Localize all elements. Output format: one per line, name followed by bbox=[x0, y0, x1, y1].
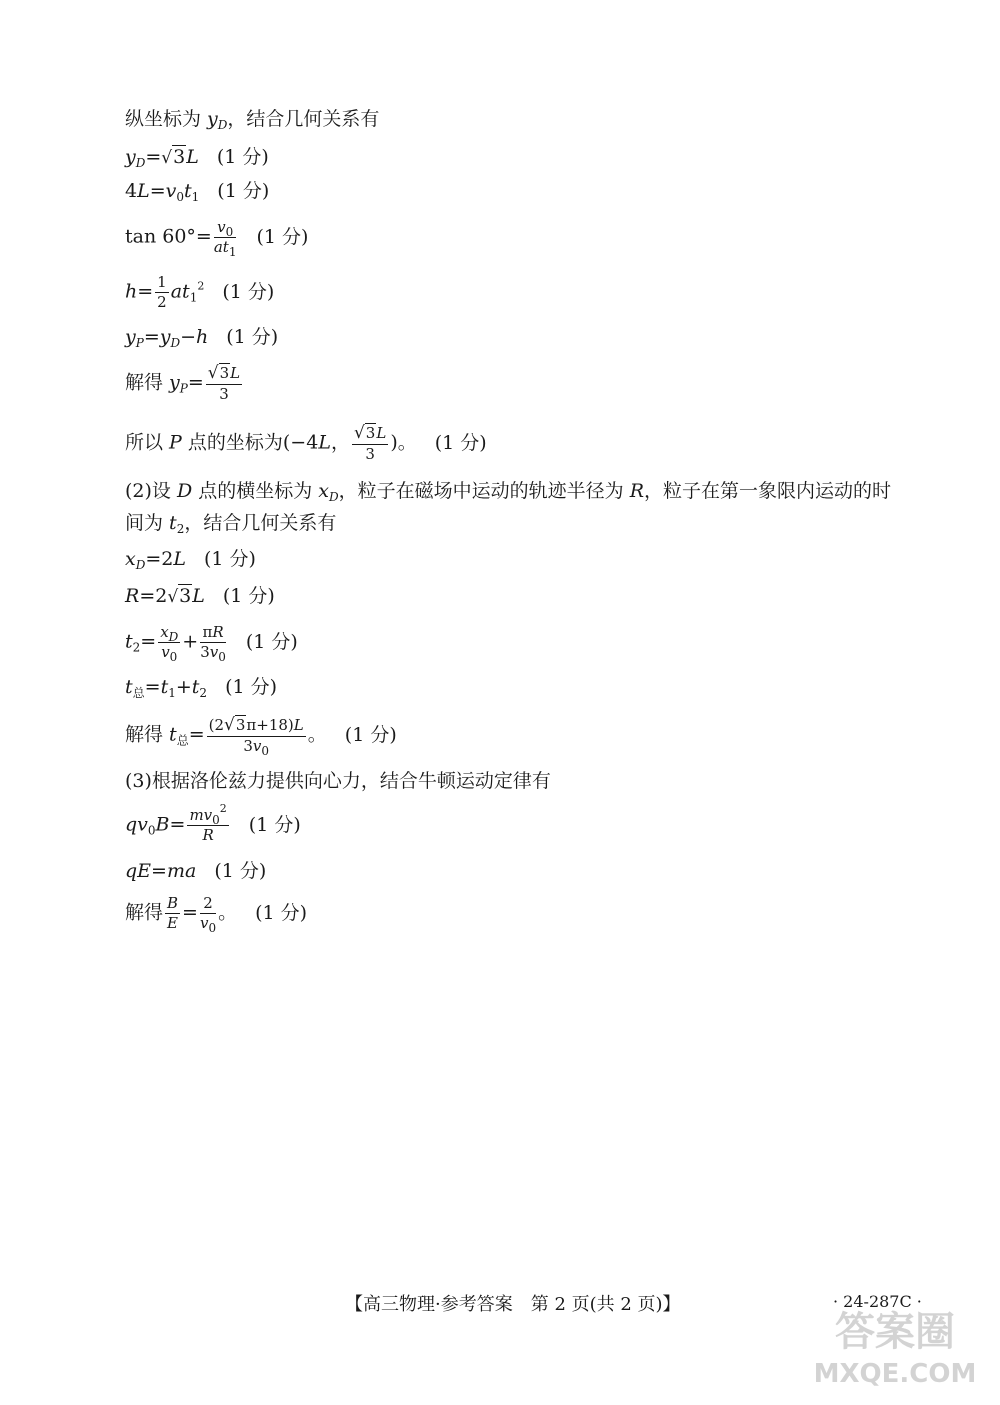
sqrt-symbol: √3 bbox=[167, 585, 192, 607]
fraction: $\frac{1}{2}$ bbox=[157, 273, 167, 311]
equation-4l: $4L=v_0t_1$ (1 分) bbox=[125, 180, 270, 204]
part2-line2: 间为 $t_2$，结合几何关系有 bbox=[125, 512, 337, 536]
equation-xd: $x_D=2L$ (1 分) bbox=[125, 548, 256, 572]
score-label: (1 分) bbox=[245, 630, 298, 653]
equation-yp: $y_P=y_D-h$ (1 分) bbox=[125, 326, 279, 350]
equation-lorentz: $qv_0B=$ $\frac{mv_0^2}{R}$ (1 分) bbox=[125, 802, 301, 844]
fraction: $\frac{x_D}{v_0}$ bbox=[160, 623, 179, 664]
score-label: (1 分) bbox=[222, 280, 275, 303]
equation-t-total: $t_总=t_1+t_2$ (1 分) bbox=[125, 676, 278, 700]
document-code: · 24-287C · bbox=[833, 1292, 922, 1311]
score-label: (1 分) bbox=[248, 813, 301, 836]
fraction: $\frac{v_0}{at_1}$ bbox=[213, 218, 237, 259]
fraction: $\frac{B}{E}$ bbox=[167, 894, 179, 932]
equation-r: R=2√3L (1 分) bbox=[125, 585, 275, 607]
score-label: (1 分) bbox=[226, 326, 279, 348]
sqrt-symbol: √3 bbox=[161, 146, 186, 168]
result-p-coordinates: 所以 P 点的坐标为(−4L， $\frac{√3L}{3}$ )。 (1 分) bbox=[125, 423, 487, 463]
score-label: (1 分) bbox=[434, 431, 487, 454]
equation-qe: qE=ma (1 分) bbox=[125, 860, 267, 882]
part2-line1: (2)设 D 点的横坐标为 $x_D$，粒子在磁场中运动的轨迹半径为 R，粒子在第一象限内运动的时 bbox=[125, 480, 892, 504]
equation-tan: tan 60°= $\frac{v_0}{at_1}$ (1 分) bbox=[125, 218, 309, 259]
watermark-logo bbox=[800, 1300, 990, 1390]
fraction: $\frac{√3L}{3}$ bbox=[353, 423, 387, 463]
score-label: (1 分) bbox=[222, 585, 275, 607]
score-label: (1 分) bbox=[225, 676, 278, 698]
equation-h: h= $\frac{1}{2}$ $at_1^2$ (1 分) bbox=[125, 273, 275, 311]
fraction: $\frac{√3L}{3}$ bbox=[207, 363, 241, 403]
equation-yd: $y_D=√3L$ (1 分) bbox=[125, 146, 269, 170]
fraction: $\frac{mv_0^2}{R}$ bbox=[189, 802, 227, 844]
score-label: (1 分) bbox=[217, 180, 270, 202]
page-footer: 【高三物理·参考答案 第 2 页(共 2 页)】 bbox=[345, 1294, 681, 1315]
watermark-text-b: MXQE.COM bbox=[813, 1359, 977, 1389]
result-yp: 解得 $y_P=$ $\frac{√3L}{3}$ bbox=[125, 363, 241, 403]
part3-line: (3)根据洛伦兹力提供向心力，结合牛顿运动定律有 bbox=[125, 770, 551, 792]
fraction: $\frac{2}{v_0}$ bbox=[199, 894, 217, 935]
equation-t2: $t_2=$ $\frac{x_D}{v_0}$ + $\frac{\pi R}{3v_0}$ (1 分) bbox=[125, 623, 298, 664]
score-label: (1 分) bbox=[344, 723, 397, 746]
fraction: $\frac{(2√3\pi+18)L}{3v_0}$ bbox=[208, 715, 304, 758]
watermark-text-a: 答案圈 bbox=[835, 1309, 955, 1355]
fraction: $\frac{\pi R}{3v_0}$ bbox=[200, 623, 226, 664]
result-b-over-e: 解得 $\frac{B}{E}$ = $\frac{2}{v_0}$ 。 (1 分) bbox=[125, 894, 308, 935]
result-t-total: 解得 $t_总=$ $\frac{(2√3\pi+18)L}{3v_0}$ 。 (1 分) bbox=[125, 715, 397, 758]
score-label: (1 分) bbox=[214, 860, 267, 882]
score-label: (1 分) bbox=[203, 548, 256, 570]
score-label: (1 分) bbox=[216, 146, 269, 168]
score-label: (1 分) bbox=[255, 901, 308, 924]
intro-line: 纵坐标为 $y_D$，结合几何关系有 bbox=[125, 108, 380, 132]
score-label: (1 分) bbox=[256, 225, 309, 248]
